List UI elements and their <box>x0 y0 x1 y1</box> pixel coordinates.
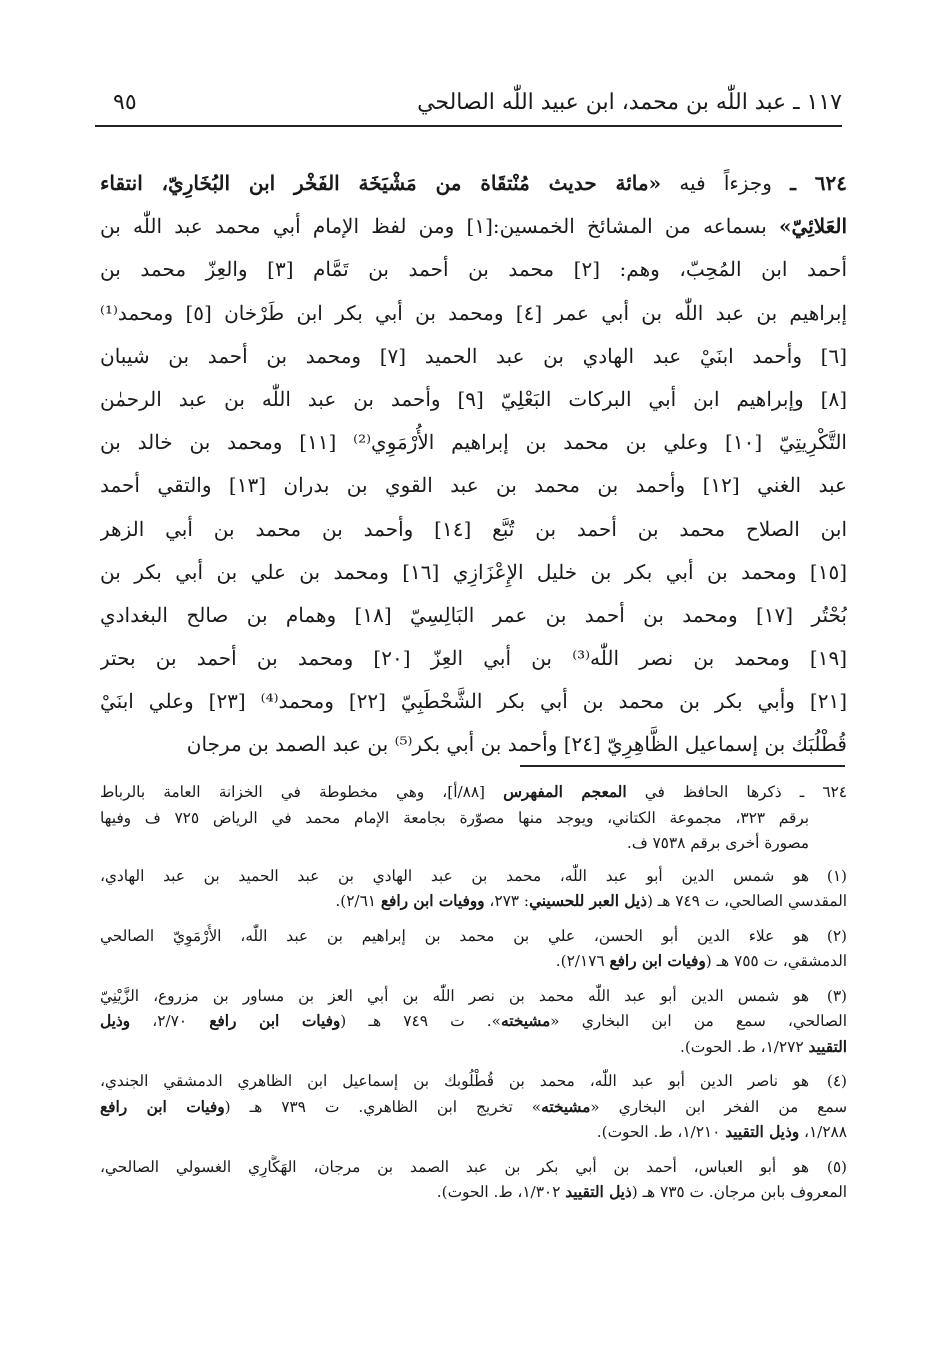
text-run: ١/٢٧٢، ط. الحوت). <box>679 1037 809 1056</box>
text-run: هو أبو العباس، أحمد بن أبي بكر بن عبد الصمد بن مرجان، الهَكَّارِي الغسولي الصالحي، <box>100 1157 809 1176</box>
bold-citation: ذيل التقييد <box>565 1183 632 1201</box>
main-line <box>100 162 847 205</box>
text-run: : ٢٧٣، <box>484 892 530 910</box>
footnote-line <box>100 1069 847 1095</box>
footnote-1 <box>100 864 847 915</box>
text-run: المعروف بابن مرجان. ت ٧٣٥ هـ ( <box>631 1183 847 1201</box>
main-line: [١٩] ومحمد بن نصر اللّٰه⁽³⁾ بن أبي العِزّ [٢٠] ومحمد بن أحمد بن بحتر <box>100 646 847 671</box>
main-text <box>100 162 847 767</box>
bold-citation: التقييد <box>808 1037 847 1056</box>
footnote-3 <box>100 984 847 1061</box>
footnote-line <box>100 1180 847 1206</box>
main-line: ابن الصلاح محمد بن أحمد بن تُبَّع [١٤] وأحمد بن محمد بن أبي الزهر <box>100 516 847 541</box>
footnote-line <box>100 1009 847 1035</box>
footnote-2 <box>100 924 847 975</box>
text-run: وجزءاً فيه <box>661 171 791 195</box>
main-line: أحمد ابن المُحِبّ، وهم: [٢] محمد بن أحمد بن تَمَّام [٣] والعِزّ محمد بن <box>100 257 847 282</box>
text-run: سمع من الفخر ابن البخاري « <box>590 1097 847 1116</box>
text-run: بسماعه من المشائخ الخمسين:[١] ومن لفظ الإمام أبي محمد عبد اللّٰه بن <box>100 214 780 239</box>
footnote-line <box>100 1095 847 1121</box>
text-run: هو شمس الدين أبو عبد اللّٰه، محمد بن عبد الهادي بن عبد الحميد بن عبد الهادي، <box>100 866 809 885</box>
running-title: ١١٧ ـ عبد اللّٰه بن محمد، ابن عبيد اللّٰه الصالحي <box>417 90 842 115</box>
text-run: ٢/٧٠، <box>130 1012 210 1030</box>
footnote-line <box>100 924 847 950</box>
bold-citation: وذيل <box>100 1012 131 1030</box>
main-line: التَّكْرِيتِيّ [١٠] وعلي بن محمد بن إبراهيم الأُرْمَوِي⁽²⁾ [١١] ومحمد بن خالد بن <box>100 430 847 455</box>
text-run: المقدسي الصالحي، ت ٧٤٩ هـ ( <box>646 892 847 910</box>
footnote-number: (٢) <box>826 926 847 945</box>
text-run: ٢/٦١). <box>335 892 381 910</box>
footnote-number: (٤) <box>826 1072 847 1090</box>
text-run: ١/٢٨٨، <box>799 1123 847 1141</box>
text-run: ٦٢٤ ـ ذكرها الحافظ في <box>626 783 847 801</box>
text-run: ١/٣٠٢، ط. الحوت). <box>436 1183 566 1201</box>
bold-citation: المعجم المفهرس <box>503 783 627 801</box>
text-run: » تخريج ابن الظاهري. ت ٧٣٩ هـ ( <box>224 1097 542 1116</box>
text-run: الصالحي، سمع من ابن البخاري « <box>550 1012 847 1030</box>
bold-citation: وفيات ابن رافع <box>209 1012 341 1030</box>
text-run: هو ناصر الدين أبو عبد اللّٰه، محمد بن قُطْلُوبك بن إسماعيل ابن الظاهري الدمشقي الجندي، <box>100 1072 809 1090</box>
footnote-line: مصورة أخرى برقم ٧٥٣٨ ف. <box>626 834 809 852</box>
text-run: هو شمس الدين أبو عبد اللّٰه محمد بن نصر اللّٰه بن أبي العز بن مساور بن مزروع، الزَّيْنِيّ <box>100 986 809 1005</box>
footnote-4 <box>100 1069 847 1146</box>
page-header <box>95 86 842 124</box>
main-line: بُحْتُر [١٧] ومحمد بن أحمد بن عمر البَالِسِيّ [١٨] وهمام بن صالح البغدادي <box>100 602 847 627</box>
main-line <box>100 205 847 248</box>
footnote-line <box>100 1120 847 1146</box>
footnote-line: برقم ٣٢٣، مجموعة الكتاني، ويوجد منها مصوّرة بجامعة الإمام محمد في الرياض ٧٢٥ ف وفيها <box>100 808 809 827</box>
page-number: ٩٥ <box>113 90 137 115</box>
footnote-line <box>100 984 847 1010</box>
bold-citation: مشيخته <box>501 1012 551 1030</box>
main-line: [١٥] ومحمد بن أبي بكر بن خليل الإِعْزَازِي [١٦] ومحمد بن علي بن أبي بكر بن <box>100 559 847 584</box>
footnote-separator <box>520 765 845 767</box>
source-footnote <box>100 780 847 857</box>
header-rule <box>95 125 842 127</box>
entry-number: ٦٢٤ ـ <box>790 171 847 195</box>
footnote-number: (١) <box>826 866 847 885</box>
bold-citation: مشيخته <box>541 1097 591 1116</box>
text-run: [٨٨/أ]، وهي مخطوطة في الخزانة العامة بالرباط <box>100 783 504 801</box>
footnote-line <box>100 949 847 975</box>
footnotes <box>100 780 847 1215</box>
footnote-line <box>100 1155 847 1181</box>
footnote-number: (٣) <box>826 986 847 1005</box>
main-line: [٦] وأحمد ابنَيْ عبد الهادي بن عبد الحميد [٧] ومحمد بن أحمد بن شيبان <box>100 343 847 368</box>
main-line: عبد الغني [١٢] وأحمد بن محمد بن عبد القوي بن بدران [١٣] والتقي أحمد <box>100 473 847 498</box>
footnote-5 <box>100 1155 847 1206</box>
bold-citation: وفيات ابن رافع <box>100 1097 225 1116</box>
text-run: هو علاء الدين أبو الحسن، علي بن محمد بن إبراهيم بن عبد اللّٰه، الأُرْمَوِيّ الصالحي <box>100 926 809 945</box>
main-line: قُطْلُبَك بن إسماعيل الظَّاهِرِيّ [٢٤] وأحمد بن أبي بكر⁽⁵⁾ بن عبد الصمد بن مرجان <box>186 732 847 757</box>
text-run: الدمشقي، ت ٧٥٥ هـ ( <box>705 952 847 970</box>
footnote-line <box>100 780 847 806</box>
footnote-number: (٥) <box>826 1157 847 1176</box>
footnote-line <box>100 1035 847 1061</box>
bold-citation: ووفيات ابن رافع <box>380 892 485 910</box>
footnote-line <box>100 889 847 915</box>
book-title-end: العَلائِيّ» <box>779 214 847 239</box>
bold-citation: وذيل التقييد <box>725 1123 800 1141</box>
text-run: ١/٢١٠، ط. الحوت). <box>596 1123 726 1141</box>
text-run: ». ت ٧٤٩ هـ ( <box>340 1012 502 1030</box>
text-run: ٢/١٧٦). <box>555 952 610 970</box>
footnote-line <box>100 864 847 890</box>
main-line: [٢١] وأبي بكر بن محمد بن أبي بكر الشَّحْطَبِيّ [٢٢] ومحمد⁽⁴⁾ [٢٣] وعلي ابنَيْ <box>100 689 847 714</box>
book-title: «مائة حديث مُنْتقَاة من مَشْيَخَة الفَخْر ابن البُخَارِيّ، انتقاء <box>100 171 662 195</box>
main-line: إبراهيم بن عبد اللّٰه بن أبي عمر [٤] ومحمد بن أبي بكر ابن طَرْخان [٥] ومحمد⁽¹⁾ <box>100 300 847 325</box>
bold-citation: وفيات ابن رافع <box>609 952 706 970</box>
bold-citation: ذيل العبر للحسيني <box>529 892 647 910</box>
main-line: [٨] وإبراهيم ابن أبي البركات البَعْلِيّ [٩] وأحمد بن عبد اللّٰه بن عبد الرحمٰن <box>100 386 847 411</box>
